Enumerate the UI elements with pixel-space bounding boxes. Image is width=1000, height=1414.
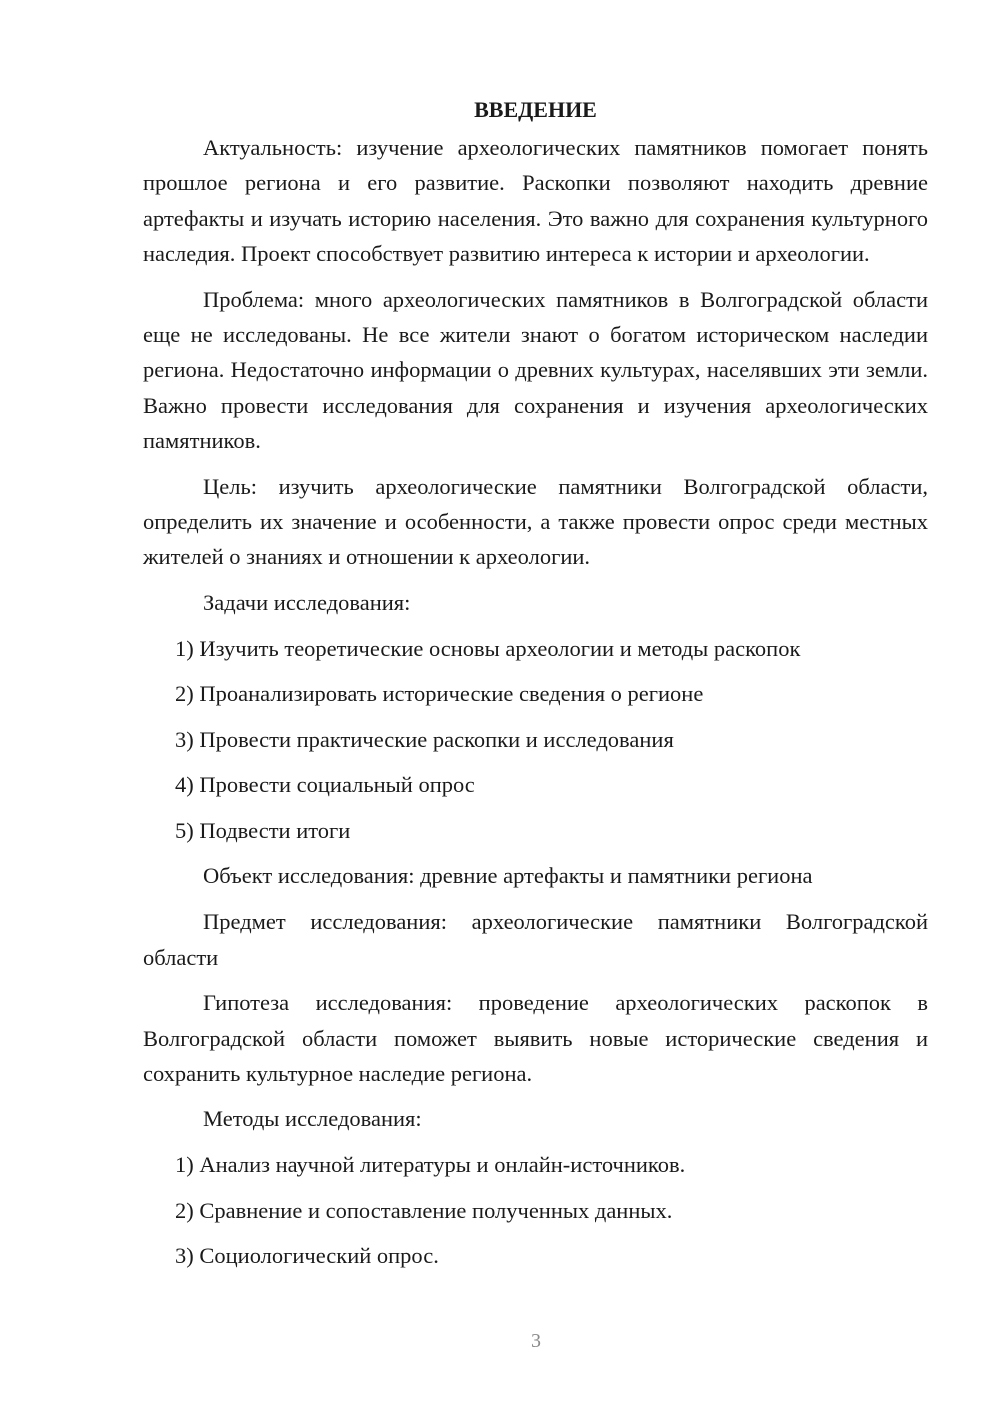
- task-item: 1) Изучить теоретические основы археологии и методы раскопок: [175, 635, 801, 661]
- goal-paragraph: Цель: изучить археологические памятники Волгоградской области, определить их значение и особенности, а также провести опрос среди местных жителей о знаниях и отношении к археологии.: [143, 473, 928, 570]
- task-item: 3) Провести практические раскопки и исследования: [175, 726, 674, 752]
- task-item: 4) Провести социальный опрос: [175, 772, 475, 798]
- hypothesis-paragraph: Гипотеза исследования: проведение археологических раскопок в Волгоградской области поможет выявить новые исторические сведения и сохранить культурное наследие региона.: [143, 990, 928, 1086]
- method-item: 3) Социологический опрос.: [175, 1243, 439, 1269]
- method-item: 2) Сравнение и сопоставление полученных данных.: [175, 1197, 673, 1223]
- page-number: 3: [531, 1330, 541, 1352]
- tasks-heading: Задачи исследования:: [203, 589, 411, 615]
- methods-heading: Методы исследования:: [203, 1106, 422, 1132]
- method-item: 1) Анализ научной литературы и онлайн-источников.: [175, 1152, 686, 1178]
- object-paragraph: Объект исследования: древние артефакты и памятники региона: [203, 863, 813, 889]
- subject-paragraph: Предмет исследования: археологические памятники Волгоградской области: [143, 909, 928, 970]
- document-title: ВВЕДЕНИЕ: [474, 97, 597, 122]
- problem-paragraph: Проблема: много археологических памятников в Волгоградской области еще не исследованы. Не все жители знают о богатом историческом наследии региона. Недостаточно информации о древних культурах, населявших эти земли. Важно провести исследования для сохранения и изучения археологических памятников.: [143, 286, 928, 454]
- relevance-paragraph: Актуальность: изучение археологических памятников помогает понять прошлое региона и его развитие. Раскопки позволяют находить древние артефакты и изучать историю населения. Это важно для сохранения культурного наследия. Проект способствует развитию интереса к истории и археологии.: [143, 135, 928, 267]
- document-page: [143, 92, 928, 1284]
- methods-list: [143, 1147, 928, 1284]
- task-item: 5) Подвести итоги: [175, 817, 351, 843]
- task-item: 2) Проанализировать исторические сведения о регионе: [175, 681, 704, 707]
- tasks-list: [143, 631, 928, 859]
